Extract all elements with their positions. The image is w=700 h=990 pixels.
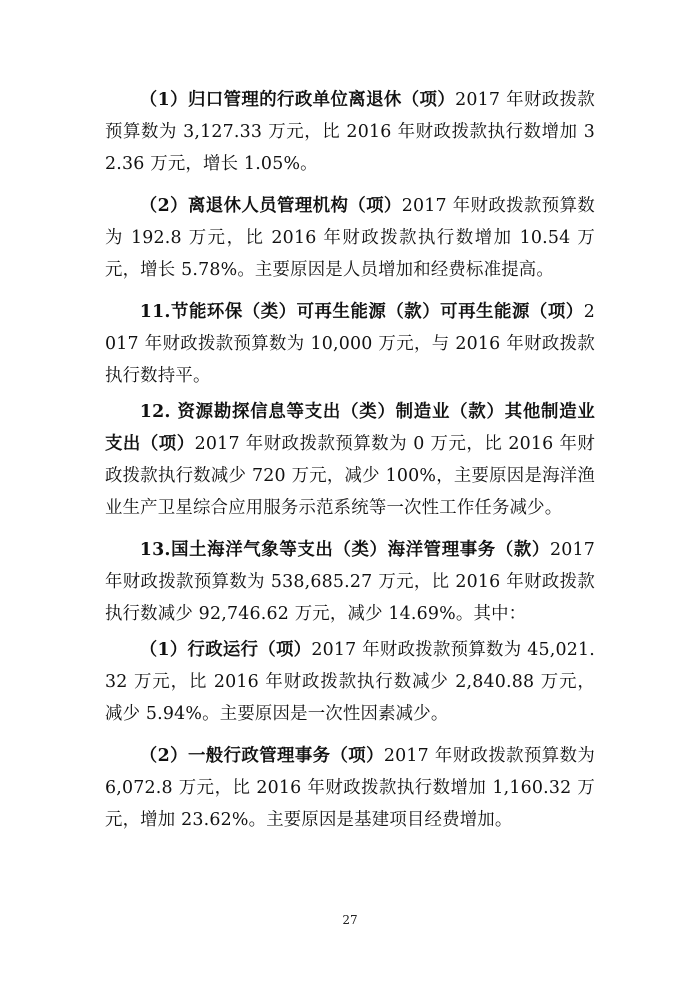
paragraph-heading: 12. 资源勘探信息等支出（类）制造业（款）其他制造业支出（项）	[105, 402, 595, 454]
page-number: 27	[342, 913, 358, 927]
paragraph-text: 2017 年财政拨款预算数为 192.8 万元，比 2016 年财政拨款执行数增加 10.54 万元，增长 5.78%。主要原因是人员增加和经费标准提高。	[105, 196, 595, 280]
paragraph-heading: （1）行政运行（项）	[139, 640, 312, 660]
paragraph-text: 2017 年财政拨款预算数为 3,127.33 万元，比 2016 年财政拨款执行数增加 32.36 万元，增长 1.05%。	[105, 90, 595, 174]
paragraph-retiree-management-agencies	[105, 190, 595, 286]
paragraph-heading: （1）归口管理的行政单位离退休（项）	[139, 90, 456, 110]
document-body	[105, 84, 595, 846]
paragraph-retired-admin-units	[105, 84, 595, 180]
paragraph-text: 2017 年财政拨款预算数为 45,021.32 万元，比 2016 年财政拨款执行数减少 2,840.88 万元，减少 5.94%。主要原因是一次性因素减少。	[105, 640, 595, 724]
paragraph-text: 2017 年财政拨款预算数为 10,000 万元，与 2016 年财政拨款执行数持平。	[105, 302, 595, 386]
paragraph-manufacturing-expenditure	[105, 396, 595, 524]
paragraph-general-administration	[105, 740, 595, 836]
paragraph-text: 2017 年财政拨款预算数为 538,685.27 万元，比 2016 年财政拨款执行数减少 92,746.62 万元，减少 14.69%。其中：	[105, 540, 595, 624]
paragraph-heading: （2）一般行政管理事务（项）	[139, 746, 384, 766]
paragraph-administrative-operation	[105, 634, 595, 730]
paragraph-heading: 11.节能环保（类）可再生能源（款）可再生能源（项）	[139, 302, 584, 322]
paragraph-renewable-energy	[105, 296, 595, 392]
paragraph-text: 2017 年财政拨款预算数为 0 万元，比 2016 年财政拨款执行数减少 720 万元，减少 100%，主要原因是海洋渔业生产卫星综合应用服务示范系统等一次性工作任务减少。	[105, 434, 595, 518]
paragraph-text: 2017 年财政拨款预算数为 6,072.8 万元，比 2016 年财政拨款执行数增加 1,160.32 万元，增加 23.62%。主要原因是基建项目经费增加。	[105, 746, 595, 830]
paragraph-marine-management-affairs	[105, 534, 595, 630]
paragraph-heading: 13.国土海洋气象等支出（类）海洋管理事务（款）	[139, 540, 550, 560]
paragraph-heading: （2）离退休人员管理机构（项）	[139, 196, 402, 216]
